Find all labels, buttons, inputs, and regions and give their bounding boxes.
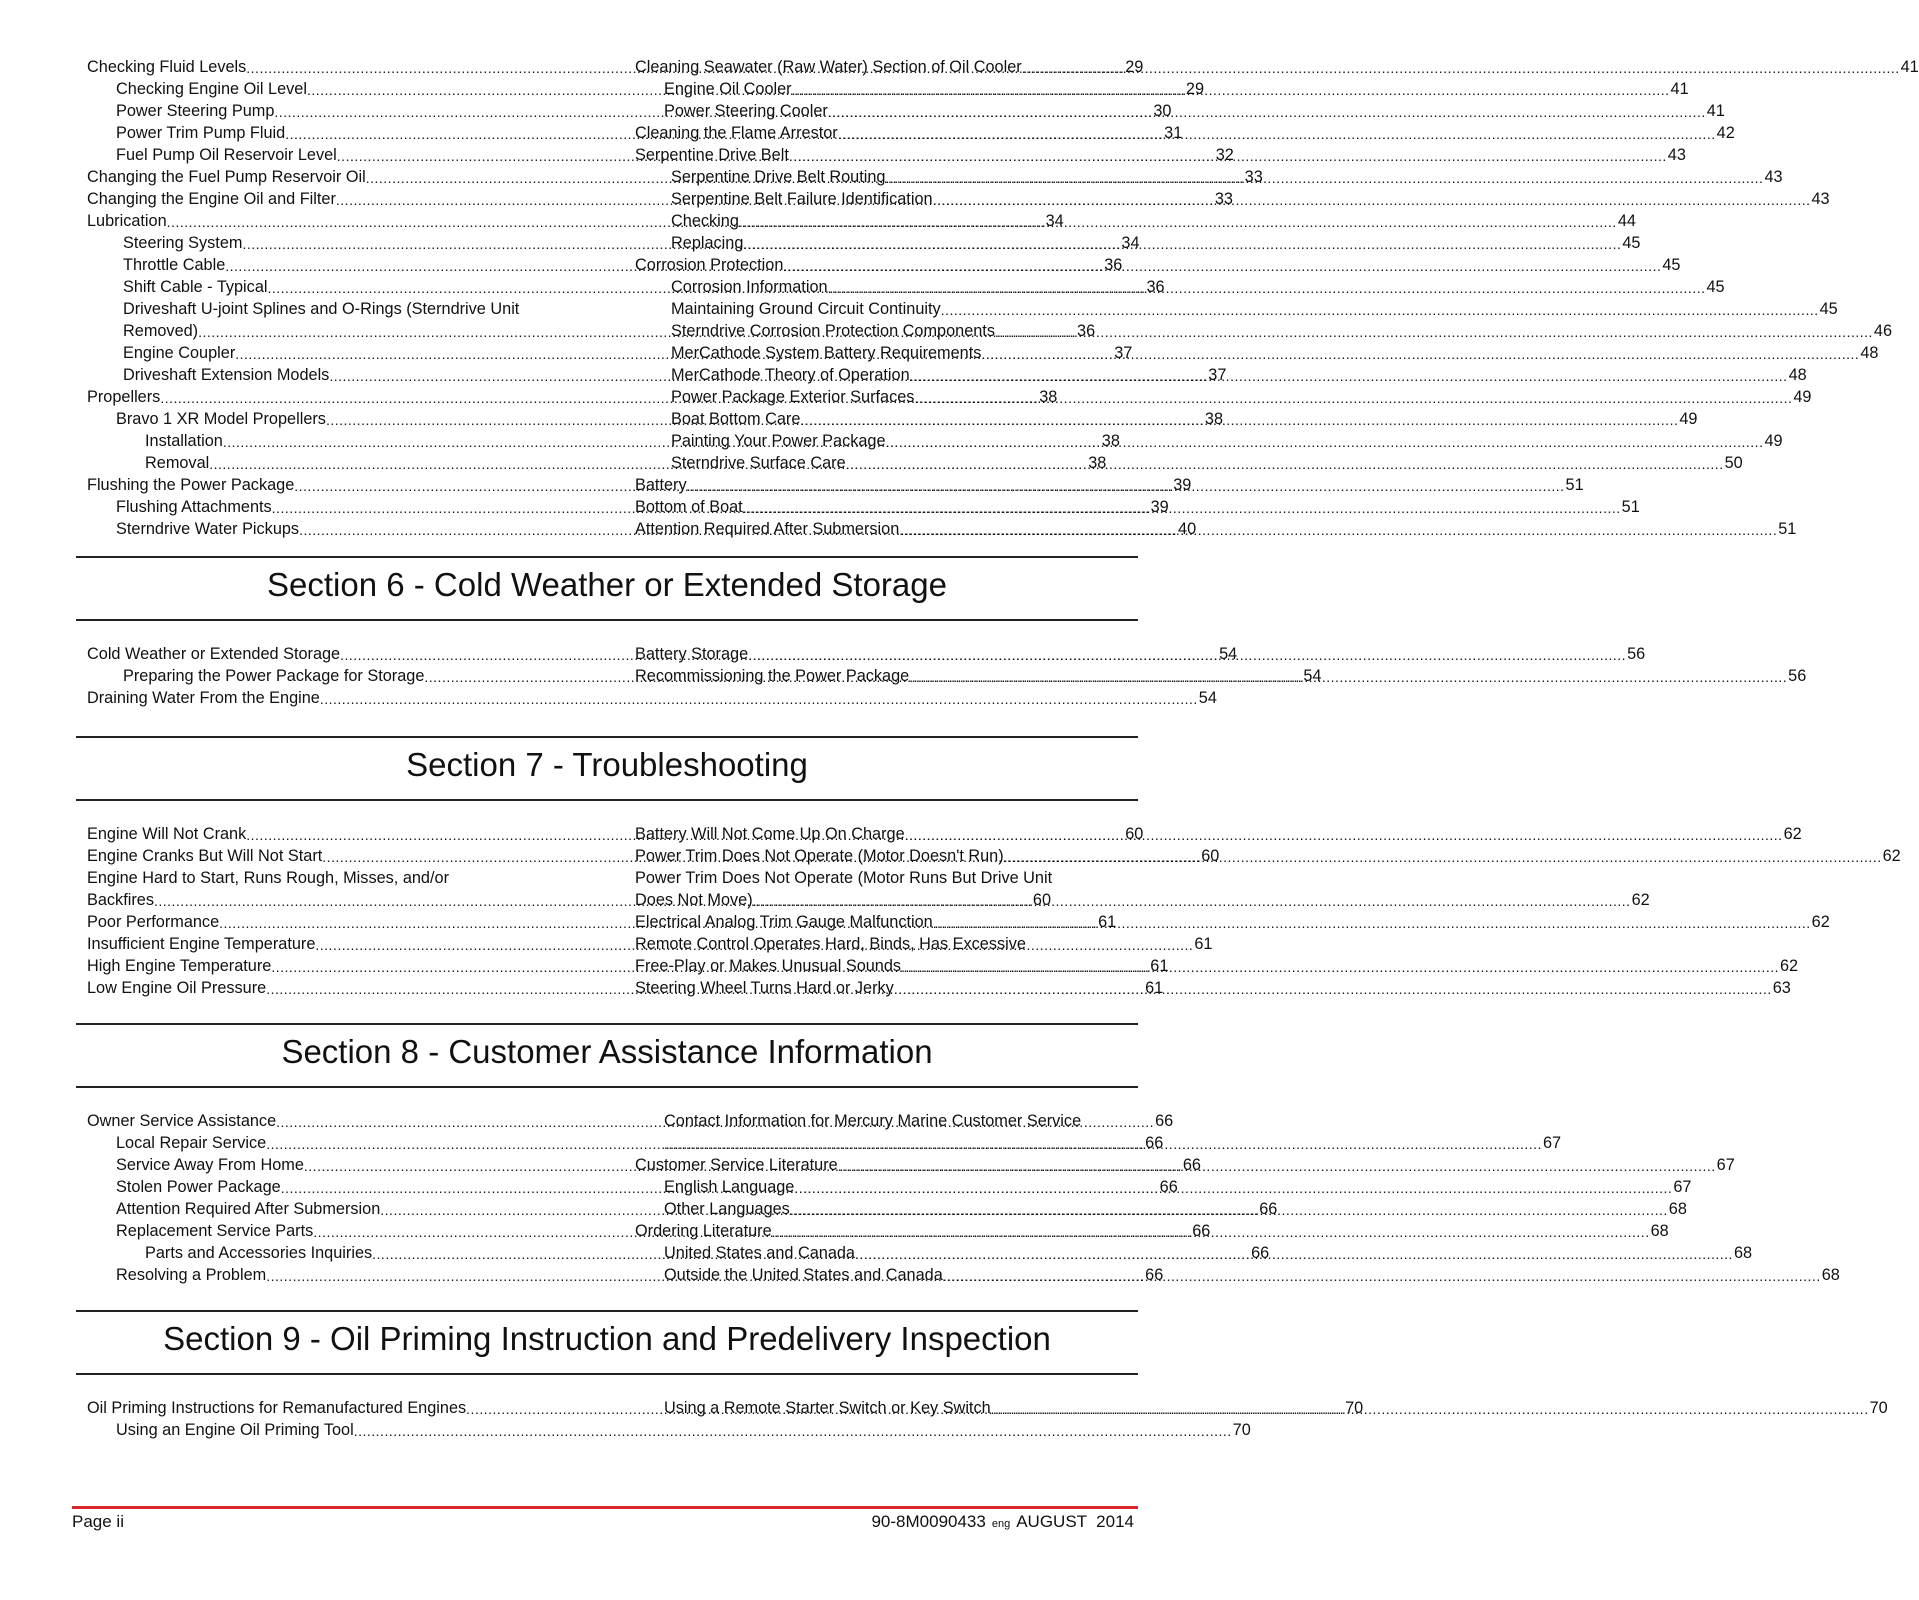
toc-entry-page: 43 xyxy=(1811,190,1830,208)
toc-dot-leader xyxy=(743,234,1621,254)
toc-entry-title: Battery Will Not Come Up On Charge xyxy=(635,825,905,843)
toc-entry-title: Engine Cranks But Will Not Start xyxy=(87,847,323,865)
toc-entry-title: Replacement Service Parts xyxy=(116,1222,314,1240)
toc-entry-title: Cold Weather or Extended Storage xyxy=(87,645,341,663)
toc-entry-title: Flushing the Power Package xyxy=(87,476,295,494)
toc-entry-page: 36 xyxy=(1104,256,1123,274)
toc-entry-page: 41 xyxy=(1900,58,1919,76)
toc-entry[interactable] xyxy=(87,1419,1251,1441)
toc-entry-title: Customer Service Literature xyxy=(635,1156,838,1174)
toc-dot-leader xyxy=(828,102,1706,122)
toc-entry[interactable] xyxy=(87,687,1217,709)
toc-entry-title: Power Steering Cooler xyxy=(664,102,828,120)
toc-entry[interactable] xyxy=(635,232,1641,254)
toc-entry-page: 45 xyxy=(1662,256,1681,274)
toc-entry-page: 66 xyxy=(1145,1266,1164,1284)
toc-entry-page: 54 xyxy=(1198,689,1217,707)
toc-entry-title: Lubrication xyxy=(87,212,167,230)
toc-entry-page: 33 xyxy=(1214,190,1233,208)
toc-entry-page: 61 xyxy=(1145,979,1164,997)
toc-entry-page: 51 xyxy=(1778,520,1797,538)
toc-entry-title: Power Trim Does Not Operate (Motor Doesn't Run) xyxy=(635,847,1004,865)
toc-dot-leader xyxy=(772,1222,1650,1242)
toc-entry-page: 56 xyxy=(1788,667,1807,685)
toc-entry-title: Engine Will Not Crank xyxy=(87,825,247,843)
toc-entry-page: 51 xyxy=(1621,498,1640,516)
toc-entry-title: Low Engine Oil Pressure xyxy=(87,979,267,997)
toc-dot-leader xyxy=(792,80,1670,100)
toc-entry-title: Engine Coupler xyxy=(123,344,236,362)
section-9-top-rule xyxy=(76,1310,1138,1312)
toc-entry-page: 56 xyxy=(1627,645,1646,663)
toc-dot-leader xyxy=(664,1134,1542,1154)
toc-entry-title: Fuel Pump Oil Reservoir Level xyxy=(116,146,337,164)
toc-entry-title: Propellers xyxy=(87,388,161,406)
toc-entry-title: Maintaining Ground Circuit Continuity xyxy=(671,300,941,318)
toc-entry-title: Battery Storage xyxy=(635,645,749,663)
toc-entry-page: 62 xyxy=(1631,891,1650,909)
toc-dot-leader xyxy=(789,146,1667,166)
toc-entry-title: Sterndrive Water Pickups xyxy=(116,520,300,538)
toc-entry-page: 49 xyxy=(1679,410,1698,428)
toc-entry-title: Using an Engine Oil Priming Tool xyxy=(116,1421,354,1439)
toc-entry-page: 29 xyxy=(1125,58,1144,76)
toc-entry-page: 66 xyxy=(1259,1200,1278,1218)
toc-entry-title: Cleaning the Flame Arrestor xyxy=(635,124,838,142)
toc-dot-leader xyxy=(828,278,1706,298)
toc-entry-page: 51 xyxy=(1565,476,1584,494)
toc-entry-title: Poor Performance xyxy=(87,913,220,931)
section-9-toc xyxy=(87,1397,1888,1441)
toc-dot-leader xyxy=(991,1399,1869,1419)
toc-entry-page: 66 xyxy=(1159,1178,1178,1196)
toc-entry-title: Corrosion Protection xyxy=(635,256,784,274)
toc-entry-page: 54 xyxy=(1303,667,1322,685)
toc-entry[interactable] xyxy=(635,933,1133,955)
section-6-title: Section 6 - Cold Weather or Extended Storage xyxy=(267,566,947,603)
toc-entry-title: Using a Remote Starter Switch or Key Switch xyxy=(664,1399,991,1417)
toc-entry-title: Local Repair Service xyxy=(116,1134,267,1152)
toc-entry-page: 39 xyxy=(1150,498,1169,516)
toc-dot-leader xyxy=(941,300,1819,320)
toc-entry-page: 40 xyxy=(1178,520,1197,538)
toc-entry-title: Sterndrive Surface Care xyxy=(671,454,846,472)
toc-dot-leader xyxy=(933,913,1811,933)
section-9-bottom-rule xyxy=(76,1373,1138,1375)
toc-entry[interactable] xyxy=(635,320,1893,342)
section-8-bottom-rule xyxy=(76,1086,1138,1088)
toc-entry-page: 67 xyxy=(1542,1134,1562,1152)
toc-dot-leader xyxy=(981,344,1859,364)
toc-entry-title: Service Away From Home xyxy=(116,1156,304,1174)
toc-entry-page: 37 xyxy=(1208,366,1227,384)
toc-entry-page: 46 xyxy=(1873,322,1893,340)
toc-entry-title: Boat Bottom Care xyxy=(671,410,801,428)
toc-entry-page: 45 xyxy=(1706,278,1725,296)
toc-dot-leader xyxy=(886,432,1764,452)
section-7-top-rule xyxy=(76,736,1138,738)
toc-entry-title: MerCathode Theory of Operation xyxy=(671,366,910,384)
toc-entry-title: Bravo 1 XR Model Propellers xyxy=(116,410,326,428)
toc-dot-leader xyxy=(901,957,1779,977)
toc-entry-page: 30 xyxy=(1153,102,1172,120)
toc-entry-page: 31 xyxy=(1164,124,1183,142)
toc-entry-page: 66 xyxy=(1155,1112,1174,1130)
toc-entry-page: 34 xyxy=(1045,212,1064,230)
toc-entry-page: 29 xyxy=(1185,80,1205,98)
toc-entry-page: 41 xyxy=(1706,102,1725,120)
toc-entry[interactable] xyxy=(635,254,1681,276)
toc-entry-title: Cleaning Seawater (Raw Water) Section of Oil Cooler xyxy=(635,58,1022,76)
toc-entry-title: United States and Canada xyxy=(664,1244,855,1262)
toc-entry-page: 45 xyxy=(1622,234,1641,252)
toc-entry-title: Driveshaft U-joint Splines and O-Rings (Sterndrive Unit xyxy=(123,300,520,318)
toc-dot-leader xyxy=(794,1178,1672,1198)
toc-dot-leader xyxy=(855,1244,1733,1264)
toc-entry-page: 44 xyxy=(1617,212,1636,230)
toc-entry[interactable] xyxy=(635,342,1879,364)
toc-dot-leader xyxy=(790,1200,1668,1220)
toc-entry[interactable] xyxy=(635,911,1830,933)
toc-dot-leader xyxy=(748,645,1626,665)
toc-entry-page: 36 xyxy=(1146,278,1165,296)
toc-entry-page: 60 xyxy=(1125,825,1144,843)
toc-entry-title: Oil Priming Instructions for Remanufactured Engines xyxy=(87,1399,467,1417)
toc-entry-page: 62 xyxy=(1811,913,1830,931)
toc-entry[interactable] xyxy=(635,386,1812,408)
toc-entry-page: 37 xyxy=(1114,344,1133,362)
footer-page-label: Page ii xyxy=(72,1512,124,1531)
toc-entry-page: 66 xyxy=(1192,1222,1211,1240)
section-8-top-rule xyxy=(76,1023,1138,1025)
toc-entry[interactable] xyxy=(635,867,1133,889)
toc-entry-title: Bottom of Boat xyxy=(635,498,743,516)
toc-entry-title: Removed) xyxy=(123,322,199,340)
toc-dot-leader xyxy=(743,498,1621,518)
toc-entry-title: Attention Required After Submersion xyxy=(116,1200,381,1218)
toc-entry[interactable] xyxy=(87,298,585,320)
toc-entry-title: Checking Fluid Levels xyxy=(87,58,247,76)
toc-entry-page: 38 xyxy=(1039,388,1058,406)
toc-entry-title: Electrical Analog Trim Gauge Malfunction xyxy=(635,913,933,931)
toc-entry-title: Removal xyxy=(145,454,210,472)
toc-dot-leader xyxy=(800,410,1678,430)
toc-entry-page: 68 xyxy=(1668,1200,1687,1218)
toc-entry-page: 63 xyxy=(1772,979,1791,997)
toc-entry-title: Owner Service Assistance xyxy=(87,1112,277,1130)
toc-dot-leader xyxy=(739,212,1617,232)
toc-entry-page: 66 xyxy=(1182,1156,1201,1174)
toc-entry-page: 68 xyxy=(1821,1266,1840,1284)
toc-entry-page: 60 xyxy=(1032,891,1052,909)
toc-entry-title: Battery xyxy=(635,476,687,494)
section-8-title: Section 8 - Customer Assistance Information xyxy=(281,1033,933,1070)
toc-entry-page: 42 xyxy=(1716,124,1735,142)
toc-entry-page: 49 xyxy=(1764,432,1783,450)
toc-dot-leader xyxy=(1004,847,1882,867)
toc-entry-title: Draining Water From the Engine xyxy=(87,689,320,707)
toc-entry-title: Other Languages xyxy=(664,1200,790,1218)
toc-entry-page: 48 xyxy=(1788,366,1807,384)
toc-entry-title: Shift Cable - Typical xyxy=(123,278,268,296)
toc-dot-leader xyxy=(933,190,1811,210)
footer-doc-info xyxy=(871,1512,1134,1532)
section-7-toc xyxy=(87,823,1901,999)
toc-entry-title: Flushing Attachments xyxy=(116,498,272,516)
toc-dot-leader xyxy=(905,825,1783,845)
footer-date: AUGUST 2014 xyxy=(1016,1512,1134,1531)
toc-entry-title: Painting Your Power Package xyxy=(671,432,886,450)
toc-entry-title: Contact Information for Mercury Marine Customer Service xyxy=(664,1112,1082,1130)
toc-entry-title: Does Not Move) xyxy=(635,891,753,909)
toc-entry-title: Changing the Engine Oil and Filter xyxy=(87,190,336,208)
toc-dot-leader xyxy=(894,979,1772,999)
toc-entry-title: Replacing xyxy=(671,234,744,252)
toc-entry-page: 70 xyxy=(1232,1421,1251,1439)
toc-entry-page: 70 xyxy=(1869,1399,1888,1417)
toc-entry-title: Remote Control Operates Hard, Binds, Has Excessive xyxy=(635,935,1026,953)
toc-entry-title: Power Trim Does Not Operate (Motor Runs But Drive Unit xyxy=(635,869,1053,887)
toc-entry-title: Serpentine Drive Belt Routing xyxy=(671,168,886,186)
toc-entry-title: Power Trim Pump Fluid xyxy=(116,124,286,142)
toc-entry-page: 38 xyxy=(1101,432,1120,450)
toc-entry-title: Attention Required After Submersion xyxy=(635,520,900,538)
section-6-top-rule xyxy=(76,556,1138,558)
toc-entry-page: 60 xyxy=(1201,847,1220,865)
toc-entry-title: Backfires xyxy=(87,891,154,909)
toc-entry-page: 38 xyxy=(1204,410,1224,428)
toc-top xyxy=(87,56,1919,540)
toc-entry[interactable] xyxy=(635,1110,1133,1132)
toc-entry[interactable] xyxy=(635,430,1783,452)
toc-entry-title: Installation xyxy=(145,432,223,450)
toc-dot-leader xyxy=(995,322,1873,342)
toc-entry-title: Engine Hard to Start, Runs Rough, Misses, and/or xyxy=(87,869,449,887)
toc-entry-page: 54 xyxy=(1219,645,1238,663)
toc-entry[interactable] xyxy=(635,1397,1888,1419)
toc-entry-title: Serpentine Drive Belt xyxy=(635,146,789,164)
toc-entry-page: 61 xyxy=(1150,957,1169,975)
toc-entry-page: 36 xyxy=(1077,322,1096,340)
toc-entry-title: Outside the United States and Canada xyxy=(664,1266,943,1284)
toc-entry-title: Stolen Power Package xyxy=(116,1178,281,1196)
toc-entry-title: Steering System xyxy=(123,234,243,252)
footer-doc-number: 90-8M0090433 xyxy=(871,1512,986,1531)
toc-dot-leader xyxy=(783,256,1661,276)
toc-entry-title: High Engine Temperature xyxy=(87,957,272,975)
toc-entry-title: Serpentine Belt Failure Identification xyxy=(671,190,933,208)
toc-entry-title: Checking xyxy=(671,212,739,230)
toc-entry[interactable] xyxy=(87,867,585,889)
toc-entry-title: MerCathode System Battery Requirements xyxy=(671,344,982,362)
toc-entry-page: 33 xyxy=(1244,168,1263,186)
toc-dot-leader xyxy=(910,366,1788,386)
toc-entry-page: 62 xyxy=(1780,957,1799,975)
toc-dot-leader xyxy=(886,168,1764,188)
section-6-bottom-rule xyxy=(76,619,1138,621)
toc-entry-title: English Language xyxy=(664,1178,795,1196)
toc-entry-title: Free-Play or Makes Unusual Sounds xyxy=(635,957,902,975)
footer-lang: eng xyxy=(991,1518,1011,1530)
toc-entry[interactable] xyxy=(87,1132,1164,1154)
toc-entry-page: 61 xyxy=(1098,913,1117,931)
section-8-toc xyxy=(87,1110,1840,1286)
toc-entry[interactable] xyxy=(635,452,1743,474)
toc-entry-page: 48 xyxy=(1860,344,1879,362)
toc-entry-title: Power Package Exterior Surfaces xyxy=(671,388,915,406)
toc-entry-page: 62 xyxy=(1882,847,1901,865)
toc-dot-leader xyxy=(838,1156,1716,1176)
toc-entry-page: 39 xyxy=(1173,476,1192,494)
toc-entry-page: 67 xyxy=(1673,1178,1692,1196)
toc-entry-title: Engine Oil Cooler xyxy=(664,80,792,98)
toc-entry-title: Preparing the Power Package for Storage xyxy=(123,667,425,685)
toc-entry[interactable] xyxy=(635,889,1650,911)
toc-entry-title: Recommissioning the Power Package xyxy=(635,667,910,685)
toc-entry-page: 43 xyxy=(1764,168,1783,186)
toc-entry[interactable] xyxy=(635,210,1636,232)
toc-entry-page: 61 xyxy=(1194,935,1213,953)
footer-rule xyxy=(72,1506,1138,1509)
toc-entry-title: Steering Wheel Turns Hard or Jerky xyxy=(635,979,894,997)
toc-entry-title: Changing the Fuel Pump Reservoir Oil xyxy=(87,168,366,186)
toc-dot-leader xyxy=(753,891,1631,911)
toc-entry-title: Sterndrive Corrosion Protection Components xyxy=(671,322,995,340)
toc-entry-page: 66 xyxy=(1251,1244,1270,1262)
toc-dot-leader xyxy=(943,1266,1821,1286)
toc-entry-title: Insufficient Engine Temperature xyxy=(87,935,316,953)
toc-entry-page: 67 xyxy=(1716,1156,1735,1174)
section-9-title: Section 9 - Oil Priming Instruction and Predelivery Inspection xyxy=(163,1320,1051,1357)
toc-dot-leader xyxy=(838,124,1716,144)
toc-entry-page: 43 xyxy=(1667,146,1686,164)
toc-entry[interactable] xyxy=(635,298,1838,320)
toc-entry-page: 50 xyxy=(1724,454,1743,472)
toc-entry-title: Corrosion Information xyxy=(671,278,828,296)
toc-entry-page: 68 xyxy=(1650,1222,1669,1240)
toc-entry-title: Resolving a Problem xyxy=(116,1266,267,1284)
toc-entry-page: 41 xyxy=(1670,80,1689,98)
toc-entry-page: 68 xyxy=(1733,1244,1753,1262)
toc-entry-page: 62 xyxy=(1783,825,1802,843)
toc-dot-leader xyxy=(846,454,1724,474)
section-7-bottom-rule xyxy=(76,799,1138,801)
toc-dot-leader xyxy=(909,667,1787,687)
section-9-right xyxy=(635,1397,1888,1441)
toc-entry-title: Power Steering Pump xyxy=(116,102,275,120)
toc-entry-page: 49 xyxy=(1793,388,1812,406)
toc-entry-title: Checking Engine Oil Level xyxy=(116,80,307,98)
toc-dot-leader xyxy=(1022,58,1900,78)
toc-entry-title: Parts and Accessories Inquiries xyxy=(145,1244,373,1262)
toc-entry-title: Driveshaft Extension Models xyxy=(123,366,330,384)
toc-entry-title: Throttle Cable xyxy=(123,256,226,274)
toc-dot-leader xyxy=(899,520,1777,540)
toc-entry-page: 34 xyxy=(1121,234,1140,252)
toc-dot-leader xyxy=(687,476,1565,496)
toc-dot-leader xyxy=(914,388,1792,408)
toc-entry-page: 45 xyxy=(1819,300,1838,318)
toc-entry-page: 38 xyxy=(1088,454,1107,472)
section-7-title: Section 7 - Troubleshooting xyxy=(406,746,808,783)
toc-entry-page: 32 xyxy=(1215,146,1234,164)
toc-entry-page: 70 xyxy=(1345,1399,1364,1417)
section-6-toc xyxy=(87,643,1807,709)
toc-entry-title: Ordering Literature xyxy=(635,1222,772,1240)
toc-entry-page: 66 xyxy=(1145,1134,1164,1152)
